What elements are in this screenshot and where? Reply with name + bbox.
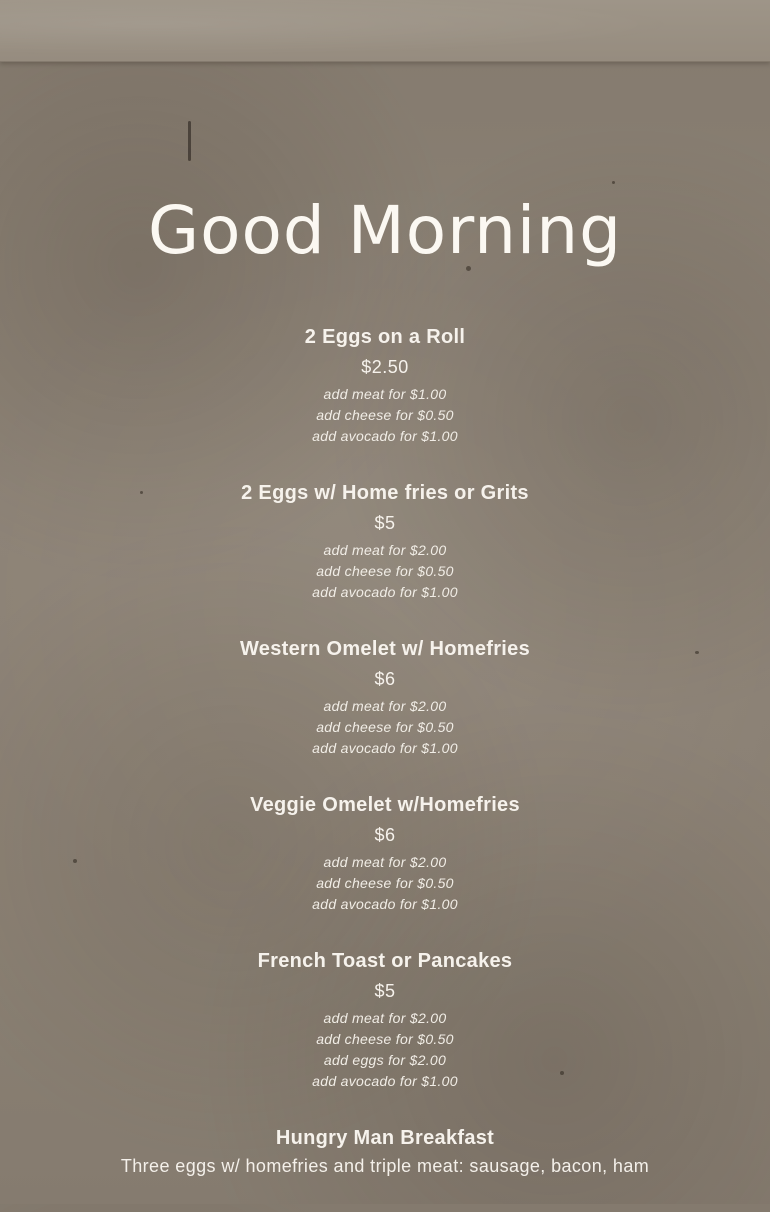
menu-item-name: 2 Eggs on a Roll bbox=[304, 326, 466, 348]
menu-item bbox=[0, 479, 770, 603]
menu-item-name: Veggie Omelet w/Homefries bbox=[250, 794, 520, 816]
menu-list bbox=[0, 323, 770, 1212]
menu-item-price: $6 bbox=[374, 669, 396, 689]
page-title: Good Morning bbox=[148, 192, 622, 269]
addon-option: add avocado for $1.00 bbox=[312, 896, 458, 912]
addon-list bbox=[0, 540, 770, 603]
paper-speck bbox=[612, 181, 615, 184]
addon-option: add cheese for $0.50 bbox=[316, 1031, 454, 1047]
addon-list bbox=[0, 384, 770, 447]
addon-option: add meat for $2.00 bbox=[323, 542, 447, 558]
menu-item-name: French Toast or Pancakes bbox=[257, 950, 513, 972]
menu-item-price: $2.50 bbox=[361, 357, 409, 377]
addon-option: add cheese for $0.50 bbox=[316, 563, 454, 579]
addon-option: add cheese for $0.50 bbox=[316, 875, 454, 891]
menu-page bbox=[0, 61, 770, 1204]
addon-option: add meat for $1.00 bbox=[323, 386, 447, 402]
menu-item-price: $5 bbox=[374, 981, 396, 1001]
addon-option: add meat for $2.00 bbox=[323, 698, 447, 714]
addon-option: add avocado for $1.00 bbox=[312, 740, 458, 756]
addon-option: add meat for $2.00 bbox=[323, 1010, 447, 1026]
menu-item bbox=[0, 323, 770, 447]
menu-item bbox=[0, 1124, 770, 1180]
addon-list bbox=[0, 852, 770, 915]
menu-item-name: Hungry Man Breakfast bbox=[275, 1127, 495, 1149]
menu-item-name: 2 Eggs w/ Home fries or Grits bbox=[241, 482, 529, 504]
addon-option: add eggs for $2.00 bbox=[323, 1052, 447, 1068]
addon-option: add cheese for $0.50 bbox=[316, 407, 454, 423]
addon-list bbox=[0, 696, 770, 759]
menu-item bbox=[0, 947, 770, 1092]
menu-item-price: $5 bbox=[374, 513, 396, 533]
addon-option: add avocado for $1.00 bbox=[312, 1073, 458, 1089]
menu-item bbox=[0, 791, 770, 915]
addon-option: add meat for $2.00 bbox=[323, 854, 447, 870]
addon-option: add cheese for $0.50 bbox=[316, 719, 454, 735]
menu-item bbox=[0, 635, 770, 759]
addon-option: add avocado for $1.00 bbox=[312, 428, 458, 444]
menu-item-name: Western Omelet w/ Homefries bbox=[239, 638, 531, 660]
addon-list bbox=[0, 1008, 770, 1092]
addon-option: add avocado for $1.00 bbox=[312, 584, 458, 600]
paper-speck bbox=[188, 121, 191, 161]
header-strip bbox=[0, 0, 770, 62]
menu-item-price: $6 bbox=[374, 825, 396, 845]
menu-item-description: Three eggs w/ homefries and triple meat: sausage, bacon, ham bbox=[120, 1156, 650, 1176]
